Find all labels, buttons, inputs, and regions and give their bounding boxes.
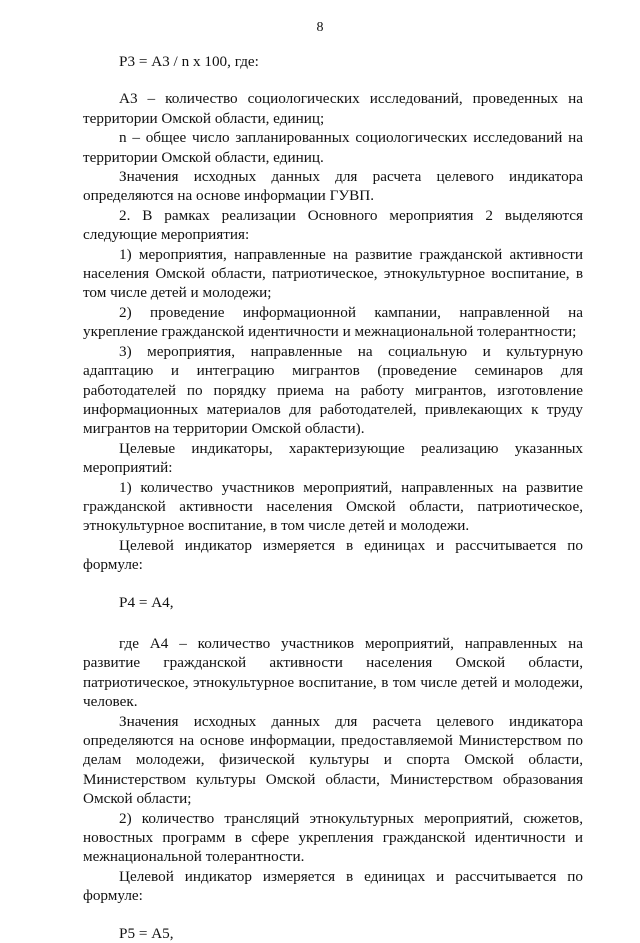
paragraph-a3-definition: А3 – количество социологических исследований, проведенных на территории Омской области, единиц;	[83, 90, 583, 127]
paragraph-source-values-1: Значения исходных данных для расчета целевого индикатора определяются на основе информации ГУВП.	[83, 168, 583, 205]
paragraph-measured-1: Целевой индикатор измеряется в единицах и рассчитывается по формуле:	[83, 536, 583, 574]
list-item-3: 3) мероприятия, направленные на социальную и культурную адаптацию и интеграцию мигрантов (проведение семинаров для работодателей по порядку приема на работу мигрантов, изготовление информационных материалов для работодателей, привлекающих к труду мигрантов на территории Омской области).	[83, 342, 583, 438]
document-body	[83, 52, 583, 943]
formula-p3: Р3 = А3 / n х 100, где:	[119, 53, 259, 70]
indicator-1: 1) количество участников мероприятий, направленных на развитие гражданской активности населения Омской области, патриотическое, этнокультурное воспитание, в том числе детей и молодежи.	[83, 478, 583, 535]
paragraph-a4-definition: где А4 – количество участников мероприятий, направленных на развитие гражданской активности населения Омской области, патриотическое, этнокультурное воспитание, в том числе детей и молодежи, человек.	[83, 634, 583, 711]
paragraph-source-values-2: Значения исходных данных для расчета целевого индикатора определяются на основе информации, предоставляемой Министерством по делам молодежи, физической культуры и спорта Омской области, Министерством культуры Омской области, Министерством образования Омской области;	[83, 712, 583, 808]
paragraph-target-indicators: Целевые индикаторы, характеризующие реализацию указанных мероприятий:	[83, 439, 583, 477]
indicator-2: 2) количество трансляций этнокультурных мероприятий, сюжетов, новостных программ в сфере укрепления гражданской идентичности и межнациональной толерантности.	[83, 809, 583, 866]
page-number: 8	[316, 20, 324, 35]
list-item-1: 1) мероприятия, направленные на развитие гражданской активности населения Омской области, патриотическое, этнокультурное воспитание, в том числе детей и молодежи;	[83, 245, 583, 302]
paragraph-n-definition: n – общее число запланированных социологических исследований на территории Омской области, единиц.	[83, 129, 583, 166]
list-item-2: 2) проведение информационной кампании, направленной на укрепление гражданской идентичности и межнациональной толерантности;	[83, 303, 583, 341]
paragraph-section-2: 2. В рамках реализации Основного мероприятия 2 выделяются следующие мероприятия:	[83, 206, 583, 244]
formula-p5: Р5 = А5,	[119, 924, 174, 942]
formula-p4: Р4 = А4,	[119, 593, 174, 611]
paragraph-measured-2: Целевой индикатор измеряется в единицах и рассчитывается по формуле:	[83, 867, 583, 905]
